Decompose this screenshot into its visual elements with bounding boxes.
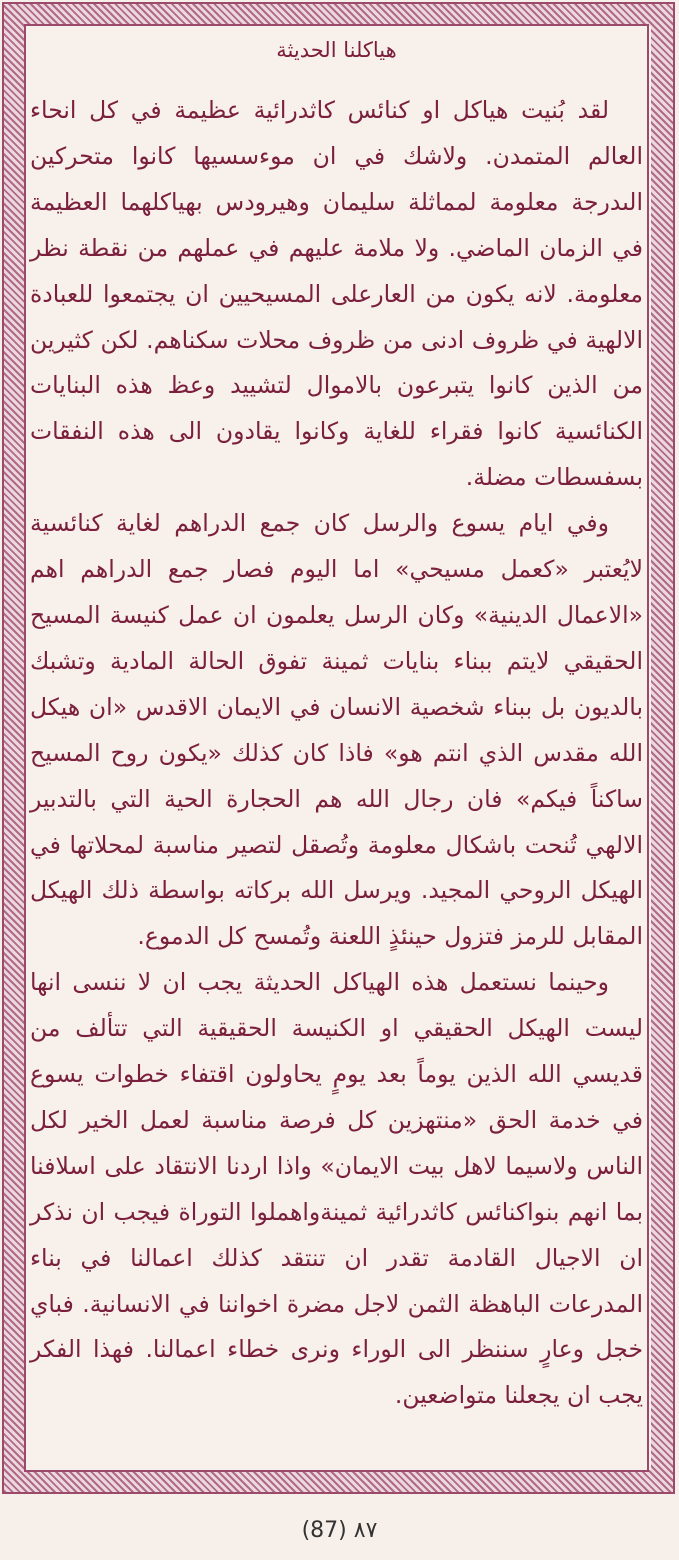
paragraph-2: وفي ايام يسوع والرسل كان جمع الدراهم لغاية كنائسية لايُعتبر «كعمل مسيحي» اما اليوم فصار جمع الدراهم اهم «الاعمال الدينية» وكان الرسل يعلمون ان عمل كنيسة المسيح الحقيقي لايتم ببناء بنايات ثمينة تفوق الحالة المادية وتشبك بالديون بل ببناء شخصية الانسان في الايمان الاقدس «ان هيكل الله مقدس الذي انتم هو» فاذا كان كذلك «يكون روح المسيح ساكناً فيكم» فان رجال الله هم الحجارة الحية التي بالتدبير الالهي تُنحت باشكال معلومة وتُصقل لتصير مناسبة لمحلاتها في الهيكل الروحي المجيد. ويرسل الله بركاته بواسطة ذلك الهيكل المقابل للرمز فتزول حينئذٍ اللعنة وتُمسح كل الدموع.	[30, 509, 643, 951]
paragraph-3: وحينما نستعمل هذه الهياكل الحديثة يجب ان لا ننسى انها ليست الهيكل الحقيقي او الكنيسة الحقيقية التي تتألف من قديسي الله الذين يوماً بعد يومٍ يحاولون اقتفاء خطوات يسوع في خدمة الحق «منتهزين كل فرصة مناسبة لعمل الخير لكل الناس ولاسيما لاهل بيت الايمان» واذا اردنا الانتقاد على اسلافنا بما انهم بنواكنائس كاثدرائية ثمينةواهملوا التوراة فيجب ان نذكر ان الاجيال القادمة تقدر ان تنتقد كذلك اعمالنا في بناء المدرعات الباهظة الثمن لاجل مضرة اخواننا في الانسانية. فباي خجل وعارٍ سننظر الى الوراء ونرى خطاء اعمالنا. فهذا الفكر يجب ان يجعلنا متواضعين.	[30, 968, 643, 1410]
paragraph-1: لقد بُنيت هياكل او كنائس كاثدرائية عظيمة في كل انحاء العالم المتمدن. ولاشك في ان موءسسيها كانوا متحركين الىدرجة معلومة لمماثلة سليمان وهيرودس بهياكلهما العظيمة في الزمان الماضي. ولا ملامة عليهم في عملهم من نقطة نظر معلومة. لانه يكون من العارعلى المسيحيين ان يجتمعوا للعبادة الالهية في ظروف ادنى من ظروف محلات سكناهم. لكن كثيرين من الذين كانوا يتبرعون بالاموال لتشييد وعظ هذه البنايات الكنائسية كانوا فقراء للغاية وكانوا يقادون الى هذه النفقات بسفسطات مضلة.	[30, 96, 643, 492]
page-title: هياكلنا الحديثة	[276, 38, 397, 62]
page-number: (87) ٨٧	[301, 1518, 378, 1543]
page-content	[30, 38, 643, 1458]
